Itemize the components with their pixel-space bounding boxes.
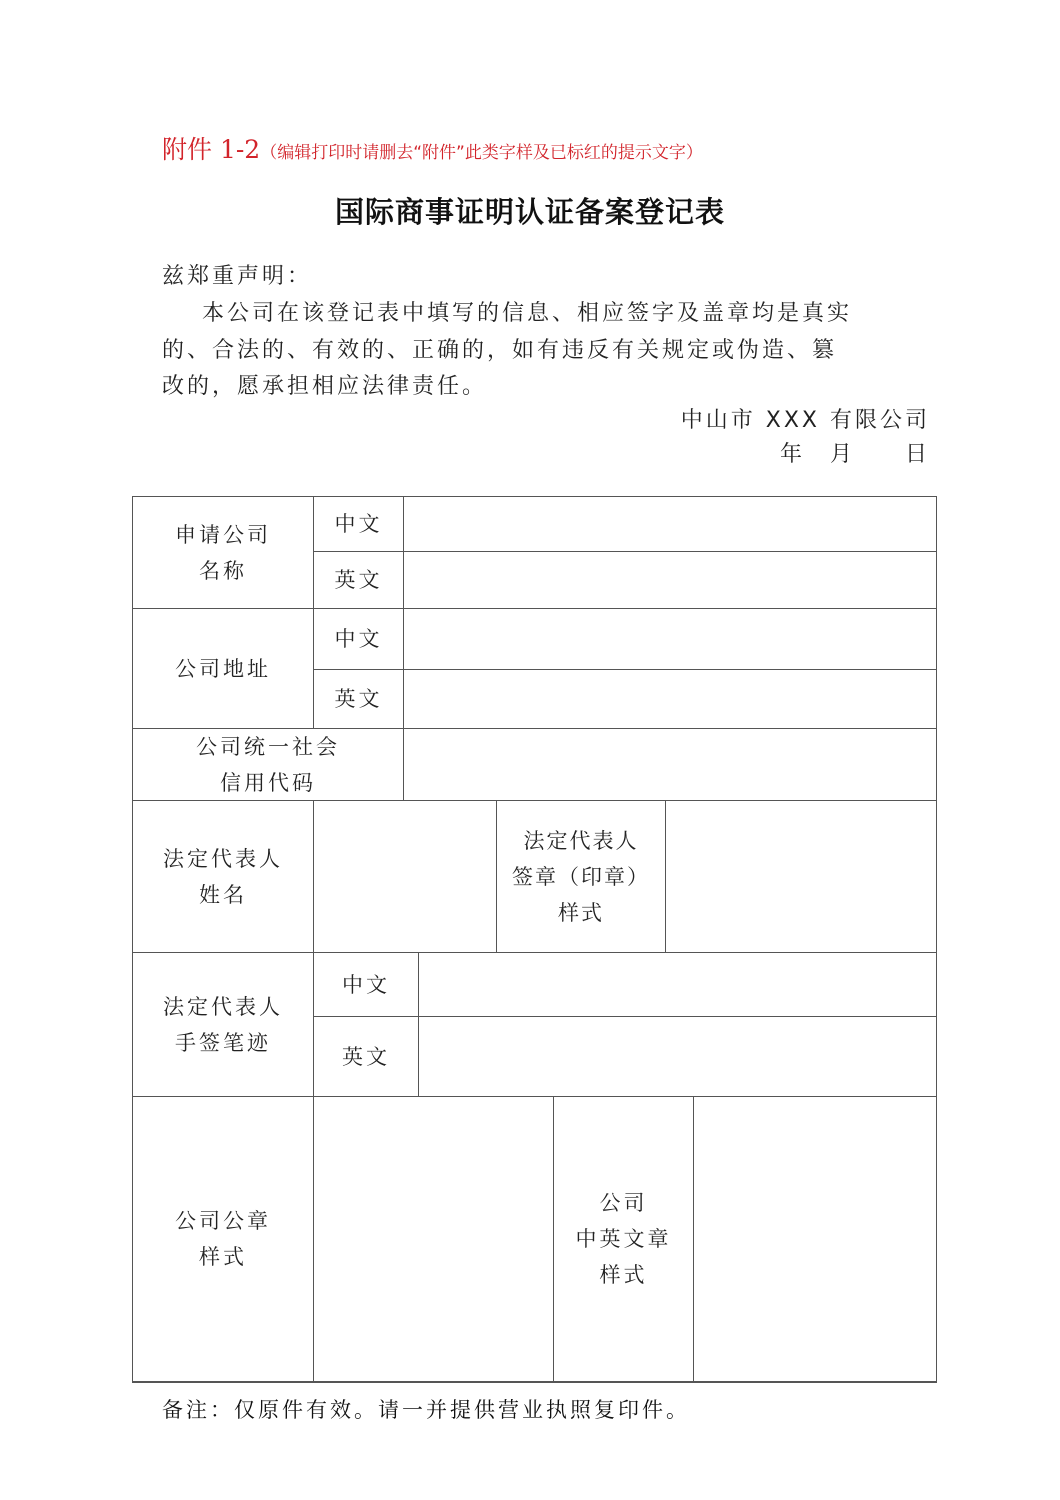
company-name-label: 申请公司 名称 bbox=[175, 522, 271, 583]
legal-rep-signature-label: 法定代表人 手签笔迹 bbox=[163, 994, 283, 1055]
legal-rep-seal-field[interactable] bbox=[666, 801, 936, 952]
page-title: 国际商事证明认证备案登记表 bbox=[334, 195, 725, 229]
table-border-bottom bbox=[132, 1381, 937, 1383]
declaration-heading: 兹郑重声明： bbox=[162, 264, 313, 289]
company-signature: 中山市 XXX 有限公司 bbox=[680, 408, 930, 433]
remark-note: 备注：仅原件有效。请一并提供营业执照复印件。 bbox=[162, 1398, 690, 1422]
attachment-hint: （编辑打印时请删去“附件”此类字样及已标红的提示文字） bbox=[260, 143, 703, 163]
legal-rep-signature-en-label: 英文 bbox=[342, 1044, 390, 1069]
company-name-zh-field[interactable] bbox=[404, 497, 936, 551]
legal-rep-signature-zh-field[interactable] bbox=[419, 953, 936, 1016]
company-address-en-label: 英文 bbox=[334, 687, 383, 711]
company-seal-label: 公司公章 样式 bbox=[175, 1209, 271, 1269]
legal-rep-name-field[interactable] bbox=[314, 801, 496, 952]
attachment-note bbox=[162, 130, 703, 166]
legal-rep-seal-label: 法定代表人 签章（印章） 样式 bbox=[512, 828, 650, 925]
company-address-zh-field[interactable] bbox=[404, 609, 936, 669]
legal-rep-signature-zh-label: 中文 bbox=[342, 972, 390, 997]
declaration-line-1: 本公司在该登记表中填写的信息、相应签字及盖章均是真实 bbox=[202, 301, 853, 326]
company-name-en-label: 英文 bbox=[334, 568, 383, 592]
legal-rep-signature-en-field[interactable] bbox=[419, 1017, 936, 1096]
legal-rep-name-label: 法定代表人 姓名 bbox=[163, 846, 283, 907]
bilingual-seal-field[interactable] bbox=[694, 1097, 936, 1381]
company-seal-field[interactable] bbox=[314, 1097, 553, 1381]
bilingual-seal-label: 公司 中英文章 样式 bbox=[575, 1191, 672, 1287]
attachment-label: 附件 1-2 bbox=[162, 135, 261, 164]
company-address-zh-label: 中文 bbox=[334, 627, 383, 651]
company-name-en-field[interactable] bbox=[404, 552, 936, 608]
credit-code-label: 公司统一社会 信用代码 bbox=[196, 734, 340, 795]
company-address-en-field[interactable] bbox=[404, 670, 936, 728]
signature-date: 年 月 日 bbox=[779, 442, 930, 467]
company-address-label: 公司地址 bbox=[175, 656, 271, 681]
credit-code-field[interactable] bbox=[404, 729, 936, 800]
declaration-line-2: 的、合法的、有效的、正确的，如有违反有关规定或伪造、篡 bbox=[162, 338, 838, 363]
company-name-zh-label: 中文 bbox=[334, 512, 383, 536]
declaration-line-3: 改的，愿承担相应法律责任。 bbox=[162, 374, 488, 399]
table-border-right bbox=[936, 496, 937, 1382]
